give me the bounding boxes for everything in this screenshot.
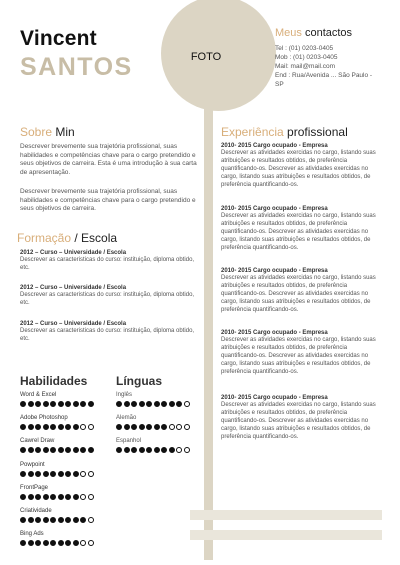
rating-dot-filled [161, 401, 167, 407]
skills-title: Habilidades [20, 374, 88, 388]
skill-rating [20, 540, 94, 546]
experience-title-accent: Experiência [221, 125, 284, 139]
rating-dot-empty [169, 424, 175, 430]
photo-label: FOTO [190, 51, 222, 63]
rating-dot-filled [116, 447, 122, 453]
rating-dot-filled [73, 424, 79, 430]
language-rating [116, 401, 190, 407]
skill-rating [20, 424, 94, 430]
education-title [17, 231, 117, 245]
contact-line: Tel : (01) 0203-0405 [275, 45, 334, 52]
languages-title: Línguas [116, 374, 163, 388]
experience-item-desc: Descrever as atividades exercidas no cargo, listando suas atribuições e resultados obtidos, de preferência quantificando-os. Descrever as atividades exercidas no cargo, listando suas atribuições e resultados obtidos, de preferência quantificando-os. [221, 213, 376, 251]
rating-dot-filled [73, 447, 79, 453]
language-label: Inglês [116, 392, 133, 398]
rating-dot-filled [43, 471, 49, 477]
rating-dot-filled [65, 447, 71, 453]
rating-dot-filled [80, 517, 86, 523]
skill-rating [20, 471, 94, 477]
rating-dot-filled [80, 447, 86, 453]
experience-item-title: 2010- 2015 Cargo ocupado - Empresa [221, 330, 328, 336]
rating-dot-filled [124, 424, 130, 430]
rating-dot-filled [154, 401, 160, 407]
rating-dot-filled [116, 401, 122, 407]
decor-bar [190, 510, 382, 520]
about-title-accent: Sobre [20, 125, 53, 139]
rating-dot-empty [80, 494, 86, 500]
rating-dot-filled [131, 401, 137, 407]
rating-dot-filled [50, 494, 56, 500]
rating-dot-filled [20, 494, 26, 500]
rating-dot-empty [80, 424, 86, 430]
rating-dot-filled [50, 471, 56, 477]
rating-dot-filled [154, 447, 160, 453]
language-label: Alemão [116, 415, 137, 422]
rating-dot-filled [161, 424, 167, 430]
first-name: Vincent [20, 27, 97, 50]
rating-dot-filled [20, 471, 26, 477]
skill-rating [20, 401, 94, 407]
education-title-rest: / Escola [71, 231, 118, 245]
rating-dot-empty [184, 424, 190, 430]
skill-rating [20, 494, 94, 500]
experience-item-desc: Descrever as atividades exercidas no cargo, listando suas atribuições e resultados obtidos, de preferência quantificando-os. Descrever as atividades exercidas no cargo, listando suas atribuições e resultados obtidos, de preferência quantificando-os. [221, 402, 376, 440]
rating-dot-filled [176, 401, 182, 407]
education-item [20, 285, 200, 307]
skill-label: Cawrel Draw [20, 438, 55, 445]
rating-dot-filled [20, 424, 26, 430]
rating-dot-filled [43, 517, 49, 523]
rating-dot-filled [139, 447, 145, 453]
experience-item-title: 2010- 2015 Cargo ocupado - Empresa [221, 395, 328, 401]
education-item-title: 2012 – Curso – Universidade / Escola [20, 321, 127, 327]
rating-dot-empty [88, 494, 94, 500]
about-title-rest: Min [52, 125, 75, 139]
language-label: Espanhol [116, 438, 142, 445]
skill-label: Powpoint [20, 461, 45, 468]
experience-item [221, 395, 381, 441]
rating-dot-filled [50, 424, 56, 430]
rating-dot-filled [116, 424, 122, 430]
experience-title-rest: profissional [283, 125, 348, 139]
rating-dot-filled [43, 540, 49, 546]
rating-dot-empty [80, 540, 86, 546]
contact-line: Mail: mail@mail.com [275, 63, 336, 70]
contact-line: SP [275, 81, 284, 88]
rating-dot-filled [124, 401, 130, 407]
rating-dot-filled [35, 517, 41, 523]
rating-dot-filled [88, 447, 94, 453]
rating-dot-filled [124, 447, 130, 453]
rating-dot-empty [176, 447, 182, 453]
rating-dot-filled [73, 494, 79, 500]
rating-dot-filled [43, 424, 49, 430]
rating-dot-filled [65, 401, 71, 407]
rating-dot-filled [20, 401, 26, 407]
rating-dot-filled [73, 401, 79, 407]
contacts-title [275, 27, 352, 39]
skill-label: Bing Ads [20, 531, 44, 538]
rating-dot-filled [43, 401, 49, 407]
experience-item [221, 330, 381, 376]
rating-dot-filled [50, 401, 56, 407]
rating-dot-filled [58, 471, 64, 477]
rating-dot-filled [58, 517, 64, 523]
skill-rating [20, 517, 94, 523]
rating-dot-filled [88, 401, 94, 407]
education-title-accent: Formação [17, 231, 72, 245]
rating-dot-filled [50, 517, 56, 523]
rating-dot-filled [43, 447, 49, 453]
rating-dot-filled [131, 424, 137, 430]
rating-dot-filled [28, 540, 34, 546]
rating-dot-filled [50, 447, 56, 453]
rating-dot-filled [20, 540, 26, 546]
contact-line: End : Rua/Avenida ... São Paulo - [275, 72, 373, 79]
rating-dot-filled [65, 471, 71, 477]
rating-dot-filled [28, 424, 34, 430]
rating-dot-filled [58, 494, 64, 500]
rating-dot-filled [35, 540, 41, 546]
rating-dot-empty [184, 447, 190, 453]
decor-bar [190, 530, 382, 540]
rating-dot-filled [131, 447, 137, 453]
rating-dot-filled [28, 447, 34, 453]
rating-dot-filled [169, 447, 175, 453]
rating-dot-filled [20, 517, 26, 523]
rating-dot-filled [73, 517, 79, 523]
rating-dot-filled [28, 401, 34, 407]
rating-dot-filled [20, 447, 26, 453]
contacts-title-rest: contactos [301, 27, 353, 39]
rating-dot-filled [169, 401, 175, 407]
skill-label: Word & Excel [20, 392, 57, 398]
experience-title [221, 125, 348, 139]
rating-dot-filled [43, 494, 49, 500]
contacts-title-accent: Meus [275, 27, 302, 39]
about-paragraph: Descrever brevemente sua trajetória profissional, suas habilidades e competências chave para o cargo pretendido e seus objetivos de carreira. [20, 188, 196, 213]
rating-dot-filled [35, 401, 41, 407]
rating-dot-filled [65, 424, 71, 430]
rating-dot-filled [73, 471, 79, 477]
rating-dot-filled [28, 517, 34, 523]
rating-dot-filled [28, 471, 34, 477]
rating-dot-filled [35, 424, 41, 430]
education-item-title: 2012 – Curso – Universidade / Escola [20, 250, 127, 256]
education-item-title: 2012 – Curso – Universidade / Escola [20, 285, 127, 291]
rating-dot-empty [88, 540, 94, 546]
skill-label: Adobe Photoshop [20, 415, 68, 422]
education-item-desc: Descrever as caracteristicas do curso: instituição, diploma obtido, etc. [20, 257, 195, 271]
experience-item-title: 2010- 2015 Cargo ocupado - Empresa [221, 268, 328, 274]
rating-dot-filled [139, 401, 145, 407]
education-item-desc: Descrever as caracteristicas do curso: instituição, diploma obtido, etc. [20, 328, 195, 342]
about-paragraph: Descrever brevemente sua trajetória profissional, suas habilidades e competências chave para o cargo pretendido e seus objetivos de carreira. Esta é uma introdução à sua carta de apresentação. [20, 143, 197, 176]
skill-rating [20, 447, 94, 453]
education-item [20, 250, 200, 272]
rating-dot-filled [73, 540, 79, 546]
rating-dot-filled [58, 540, 64, 546]
rating-dot-filled [35, 447, 41, 453]
education-item [20, 321, 200, 343]
rating-dot-filled [58, 424, 64, 430]
experience-item-desc: Descrever as atividades exercidas no cargo, listando suas atribuições e resultados obtidos, de preferência quantificando-os. Descrever as atividades exercidas no cargo, listando suas atribuições e resultados obtidos, de preferência quantificando-os. [221, 275, 376, 313]
experience-item-title: 2010- 2015 Cargo ocupado - Empresa [221, 206, 328, 212]
skill-label: Criatividade [20, 508, 52, 514]
rating-dot-filled [80, 401, 86, 407]
rating-dot-empty [176, 424, 182, 430]
experience-item-title: 2010- 2015 Cargo ocupado - Empresa [221, 143, 328, 149]
experience-item [221, 268, 381, 314]
rating-dot-filled [35, 471, 41, 477]
timeline-stem [204, 105, 213, 560]
about-title [20, 125, 75, 139]
rating-dot-filled [146, 447, 152, 453]
rating-dot-filled [65, 494, 71, 500]
rating-dot-empty [80, 471, 86, 477]
rating-dot-filled [65, 540, 71, 546]
rating-dot-empty [88, 517, 94, 523]
language-rating [116, 447, 190, 453]
rating-dot-filled [139, 424, 145, 430]
rating-dot-filled [146, 424, 152, 430]
language-rating [116, 424, 190, 430]
rating-dot-filled [58, 401, 64, 407]
rating-dot-filled [146, 401, 152, 407]
rating-dot-filled [161, 447, 167, 453]
education-item-desc: Descrever as caracteristicas do curso: instituição, diploma obtido, etc. [20, 292, 195, 306]
experience-item [221, 206, 381, 252]
experience-item [221, 143, 381, 189]
rating-dot-filled [28, 494, 34, 500]
experience-item-desc: Descrever as atividades exercidas no cargo, listando suas atribuições e resultados obtidos, de preferência quantificando-os. Descrever as atividades exercidas no cargo, listando suas atribuições e resultados obtidos, de preferência quantificando-os. [221, 337, 376, 375]
rating-dot-filled [65, 517, 71, 523]
rating-dot-filled [35, 494, 41, 500]
skill-label: FrontPage [20, 484, 49, 491]
rating-dot-filled [58, 447, 64, 453]
rating-dot-empty [88, 424, 94, 430]
rating-dot-empty [184, 401, 190, 407]
contact-line: Mob : (01) 0203-0405 [275, 54, 338, 61]
rating-dot-empty [88, 471, 94, 477]
rating-dot-filled [50, 540, 56, 546]
last-name: SANTOS [20, 53, 133, 81]
experience-item-desc: Descrever as atividades exercidas no cargo, listando suas atribuições e resultados obtidos, de preferência quantificando-os. Descrever as atividades exercidas no cargo, listando suas atribuições e resultados obtidos, de preferência quantificando-os. [221, 150, 376, 188]
rating-dot-filled [154, 424, 160, 430]
